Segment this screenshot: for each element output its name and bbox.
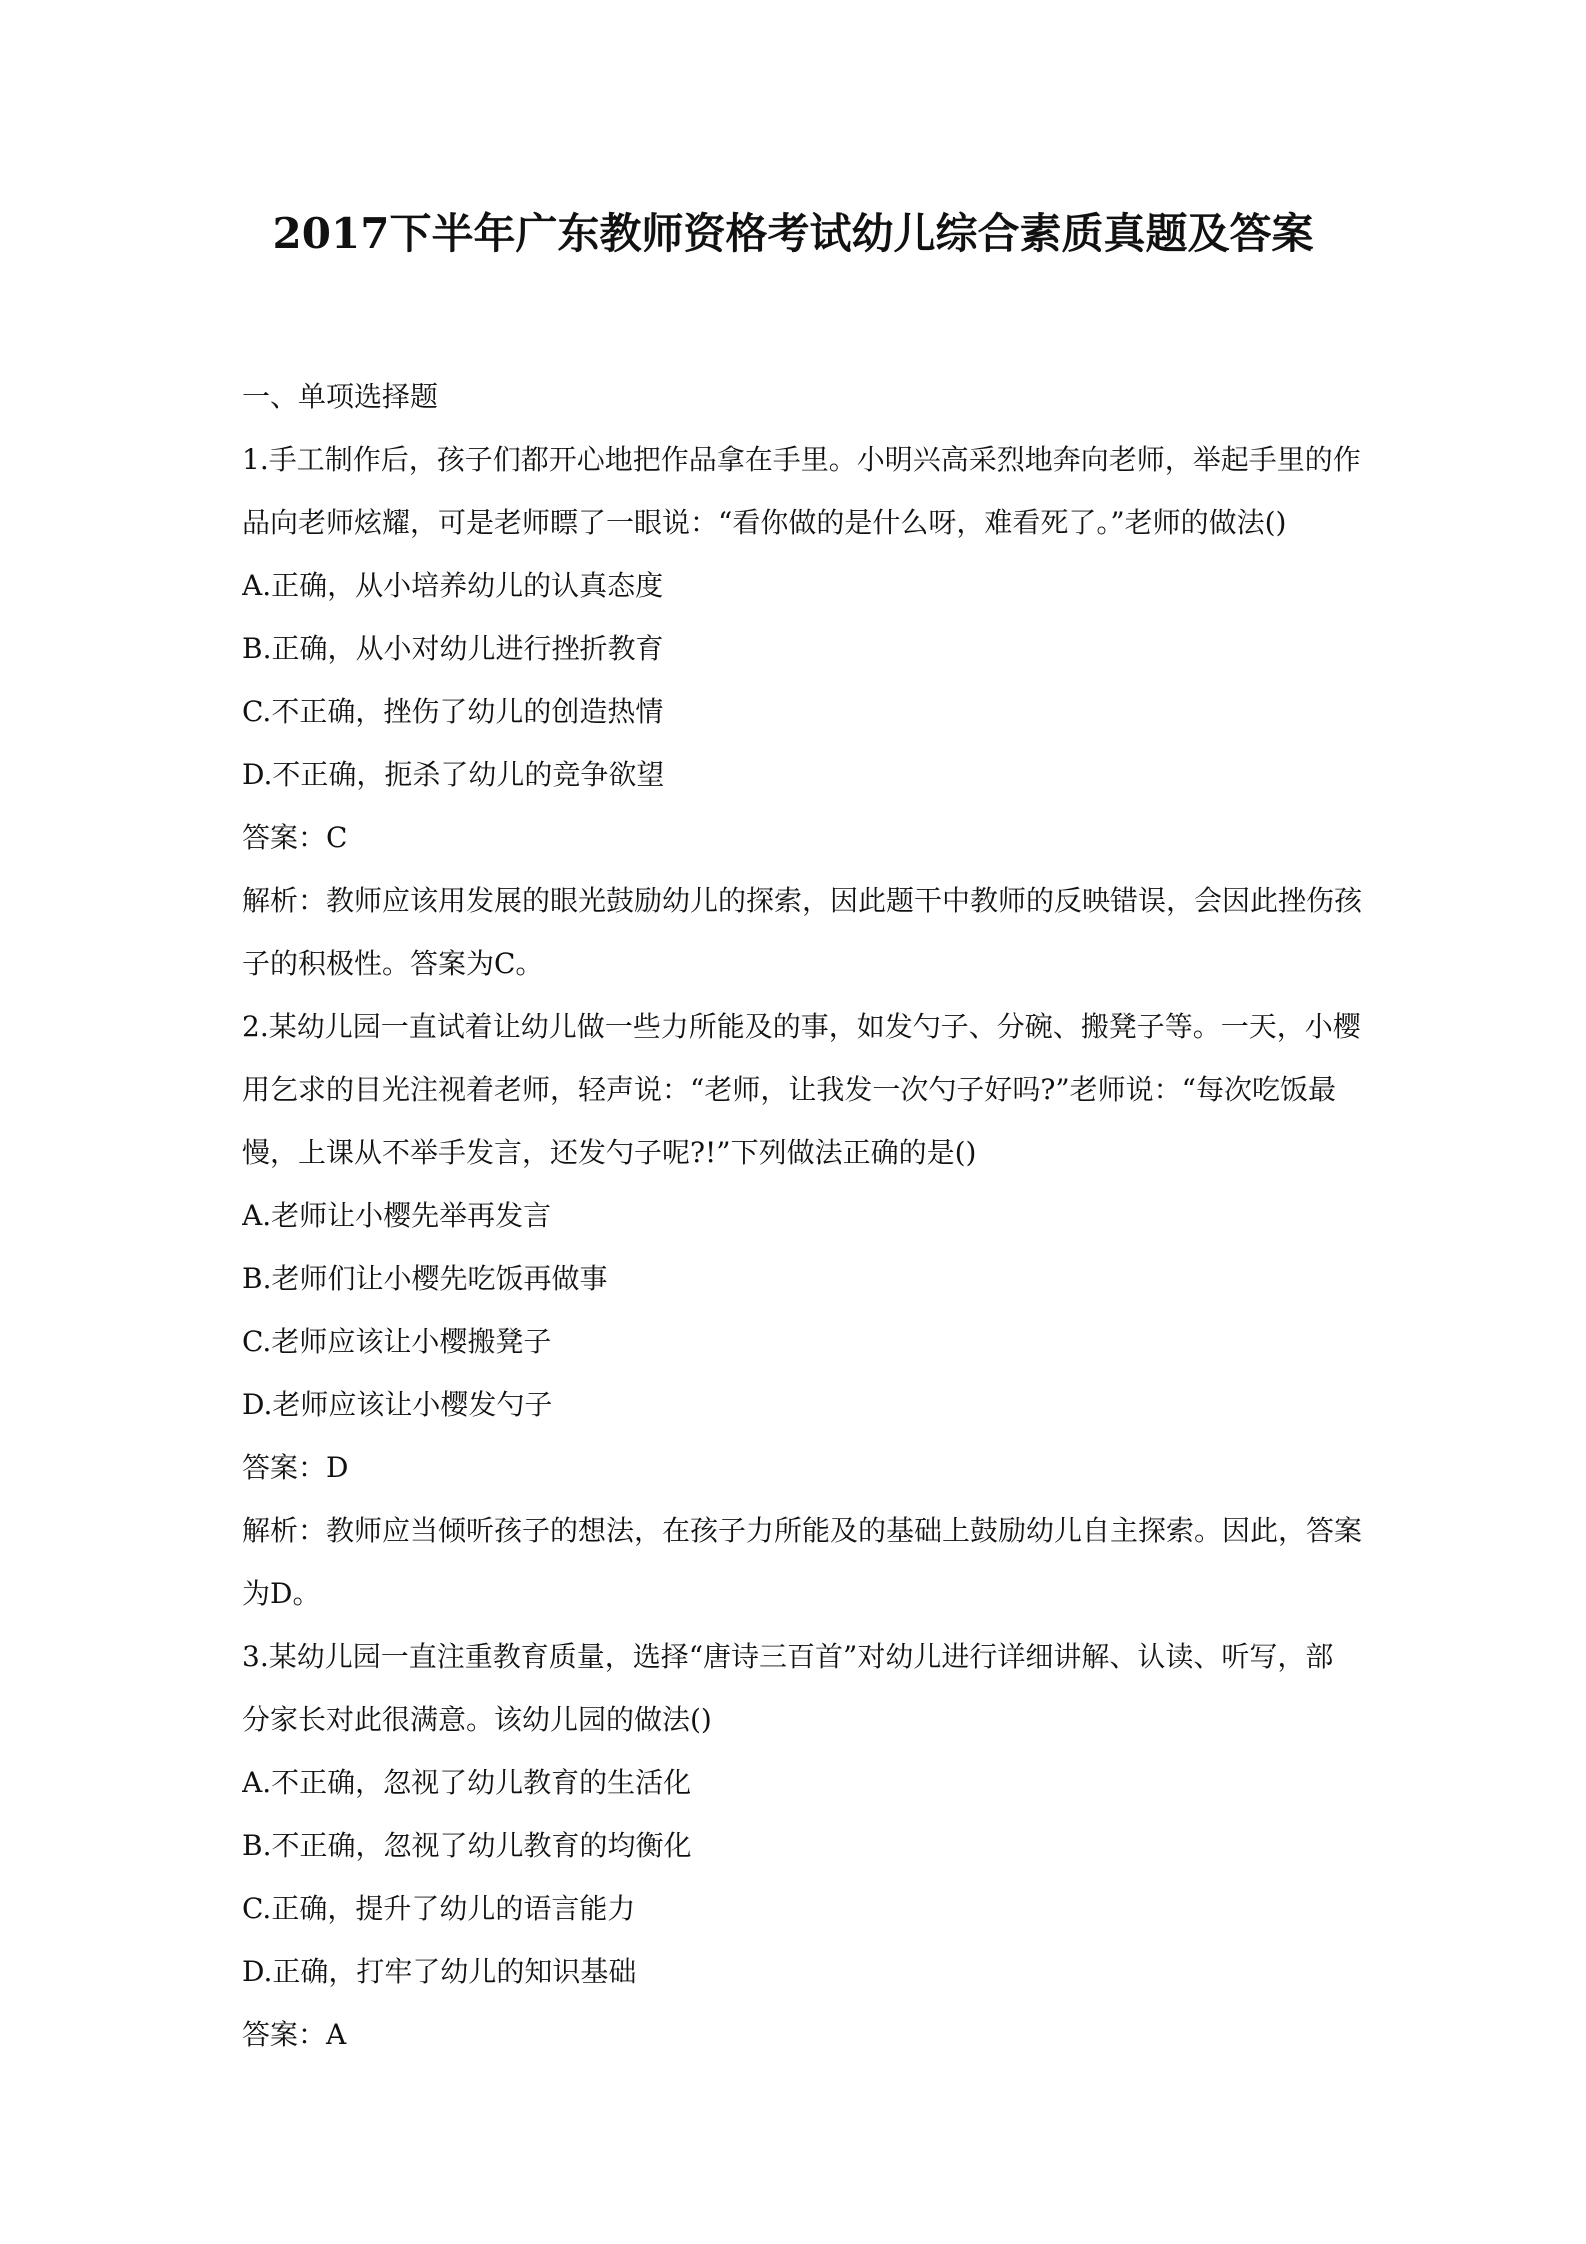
question-2-text-line-2: 用乞求的目光注视着老师，轻声说：“老师，让我发一次勺子好吗?”老师说：“每次吃饭最 [242,1073,1336,1106]
document-title: 2017下半年广东教师资格考试幼儿综合素质真题及答案 [272,209,1314,258]
question-1-text-line-2: 品向老师炫耀，可是老师瞟了一眼说：“看你做的是什么呀，难看死了。”老师的做法() [242,506,1287,539]
question-2-answer: 答案：D [242,1451,349,1484]
question-3-option-a: A.不正确，忽视了幼儿教育的生活化 [242,1766,692,1799]
question-3-text-line-2: 分家长对此很满意。该幼儿园的做法() [242,1703,712,1736]
document-body [242,365,1362,2066]
question-1-option-d: D.不正确，扼杀了幼儿的竞争欲望 [242,758,665,791]
question-1-answer: 答案：C [242,821,348,854]
question-1-explanation-line-1: 解析：教师应该用发展的眼光鼓励幼儿的探索，因此题干中教师的反映错误，会因此挫伤孩 [242,884,1362,917]
question-3-option-c: C.正确，提升了幼儿的语言能力 [242,1892,636,1925]
question-1-option-a: A.正确，从小培养幼儿的认真态度 [242,569,664,602]
question-2-explanation-line-1: 解析：教师应当倾听孩子的想法，在孩子力所能及的基础上鼓励幼儿自主探索。因此，答案 [242,1514,1362,1547]
question-2-option-d: D.老师应该让小樱发勺子 [242,1388,553,1421]
question-3-option-d: D.正确，打牢了幼儿的知识基础 [242,1955,637,1988]
question-2-explanation-line-2: 为D。 [242,1577,321,1610]
section-heading: 一、单项选择题 [242,380,439,413]
question-1-option-c: C.不正确，挫伤了幼儿的创造热情 [242,695,664,728]
question-2-option-b: B.老师们让小樱先吃饭再做事 [242,1262,608,1295]
question-3-text-line-1: 3.某幼儿园一直注重教育质量，选择“唐诗三百首”对幼儿进行详细讲解、认读、听写，部 [242,1640,1334,1673]
question-3-answer: 答案：A [242,2018,347,2051]
question-2-option-a: A.老师让小樱先举再发言 [242,1199,552,1232]
question-2-text-line-3: 慢，上课从不举手发言，还发勺子呢?!”下列做法正确的是() [242,1136,977,1169]
question-2-option-c: C.老师应该让小樱搬凳子 [242,1325,552,1358]
question-1-explanation-line-2: 子的积极性。答案为C。 [242,947,544,980]
question-2-text-line-1: 2.某幼儿园一直试着让幼儿做一些力所能及的事，如发勺子、分碗、搬凳子等。一天，小樱 [242,1010,1361,1043]
question-1-option-b: B.正确，从小对幼儿进行挫折教育 [242,632,664,665]
question-3-option-b: B.不正确，忽视了幼儿教育的均衡化 [242,1829,692,1862]
question-1-text-line-1: 1.手工制作后，孩子们都开心地把作品拿在手里。小明兴高采烈地奔向老师，举起手里的作 [242,443,1361,476]
